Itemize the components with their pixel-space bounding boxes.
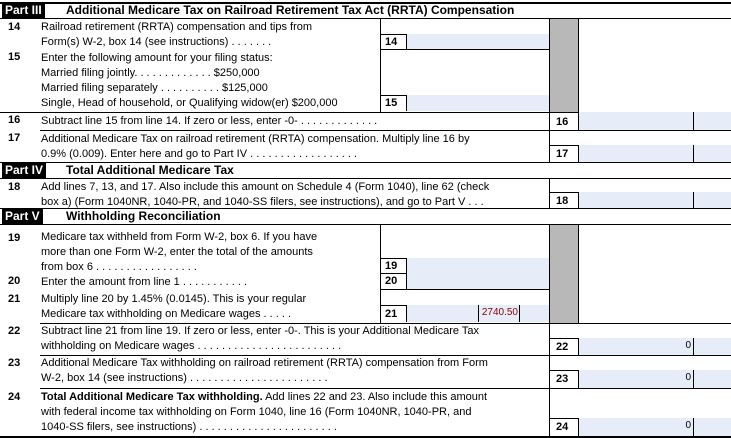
line-17-input[interactable]	[578, 145, 731, 162]
line-22-number: 22	[8, 325, 21, 337]
line-18-input[interactable]	[578, 192, 731, 208]
line-20-number: 20	[8, 275, 21, 287]
line-18-text-2: box a) (Form 1040NR, 1040-PR, and 1040-SS filers, see instructions), and go to Part V . . .	[41, 196, 484, 208]
line-24-title: Total Additional Medicare Tax withholding.	[41, 391, 263, 403]
line-22-text-1: Subtract line 21 from line 19. If zero or less, enter -0-. This is your Additional Medicare Tax	[41, 325, 479, 337]
line-24-text-1	[41, 390, 487, 404]
line-14-text-2: Form(s) W-2, box 14 (see instructions) . . . . . . .	[41, 36, 272, 48]
line-15-married-jointly: Married filing jointly. . . . . . . . . . . . . $250,000	[41, 67, 260, 79]
line-16-text: Subtract line 15 from line 14. If zero or less, enter -0- . . . . . . . . . . . . .	[41, 115, 378, 127]
line-19-number: 19	[8, 232, 21, 244]
line-23-text-1: Additional Medicare Tax withholding on railroad retirement (RRTA) compensation from Form	[41, 357, 488, 369]
line-21-text-2: Medicare tax withholding on Medicare wages . . . . .	[41, 308, 292, 320]
line-24-text-2: with federal income tax withholding on Form 1040, line 16 (Form 1040NR, 1040-PR, and	[41, 406, 472, 418]
line-19-input[interactable]	[406, 258, 549, 273]
line-14-input[interactable]	[406, 34, 549, 49]
line-21-text-1: Multiply line 20 by 1.45% (0.0145). This is your regular	[41, 293, 307, 305]
line-21-box-label: 21	[385, 308, 398, 320]
part-3-label: Part III	[2, 3, 45, 18]
line-23-value: 0	[685, 372, 691, 383]
line-15-single: Single, Head of household, or Qualifying widow(er) $200,000	[41, 97, 338, 109]
line-19-box-label: 19	[385, 260, 398, 272]
line-22-box-label: 22	[556, 341, 569, 353]
line-15-number: 15	[8, 51, 21, 63]
line-22-value: 0	[685, 340, 691, 351]
line-21-value: 2740.50	[481, 307, 518, 318]
part-3-title: Additional Medicare Tax on Railroad Retirement Tax Act (RRTA) Compensation	[66, 3, 515, 17]
line-16-input[interactable]	[578, 112, 731, 130]
line-24-text-3: 1040-SS filers, see instructions) . . . . . . . . . . . . . . . . . . . . . . .	[41, 421, 337, 433]
line-17-text-1: Additional Medicare Tax on railroad retirement (RRTA) compensation. Multiply line 16 by	[41, 133, 470, 145]
line-19-text-2: more than one Form W-2, enter the total of the amounts	[41, 246, 313, 258]
line-17-box-label: 17	[556, 148, 569, 160]
line-18-text-1: Add lines 7, 13, and 17. Also include this amount on Schedule 4 (Form 1040), line 62 (check	[41, 181, 490, 193]
part-5-label: Part V	[2, 209, 43, 224]
line-15-text: Enter the following amount for your filing status:	[41, 52, 273, 64]
line-20-input[interactable]	[406, 273, 549, 289]
line-14-number: 14	[8, 21, 21, 33]
line-23-text-2: W-2, box 14 (see instructions) . . . . . . . . . . . . . . . . . . . . . . .	[41, 372, 328, 384]
line-19-text-3: from box 6 . . . . . . . . . . . . . . . . .	[41, 261, 197, 273]
line-14-box-label: 14	[385, 36, 398, 48]
line-15-input[interactable]	[406, 95, 549, 111]
line-17-number: 17	[8, 132, 21, 144]
line-24-box-label: 24	[556, 421, 569, 433]
line-24-value: 0	[685, 420, 691, 431]
part-4-label: Part IV	[2, 163, 46, 178]
line-23-number: 23	[8, 357, 21, 369]
line-18-number: 18	[8, 181, 21, 193]
line-21-number: 21	[8, 293, 21, 305]
line-24-text-1-rest: Add lines 22 and 23. Also include this amount	[262, 391, 488, 403]
line-16-box-label: 16	[556, 116, 569, 128]
line-16-number: 16	[8, 114, 21, 126]
line-23-box-label: 23	[556, 373, 569, 385]
line-15-box-label: 15	[385, 97, 398, 109]
line-18-box-label: 18	[556, 195, 569, 207]
part-4-title: Total Additional Medicare Tax	[66, 163, 234, 177]
line-20-text: Enter the amount from line 1 . . . . . . . . . . .	[41, 276, 248, 288]
line-19-text-1: Medicare tax withheld from Form W-2, box 6. If you have	[41, 231, 318, 243]
part-5-title: Withholding Reconciliation	[66, 209, 221, 223]
line-20-box-label: 20	[385, 275, 398, 287]
line-14-text-1: Railroad retirement (RRTA) compensation and tips from	[41, 21, 313, 33]
line-17-text-2: 0.9% (0.009). Enter here and go to Part IV . . . . . . . . . . . . . . . . . .	[41, 148, 358, 160]
line-22-text-2: withholding on Medicare wages . . . . . . . . . . . . . . . . . . . . . . . .	[41, 340, 342, 352]
line-15-married-separately: Married filing separately . . . . . . . . . . $125,000	[41, 82, 268, 94]
line-24-number: 24	[8, 391, 21, 403]
